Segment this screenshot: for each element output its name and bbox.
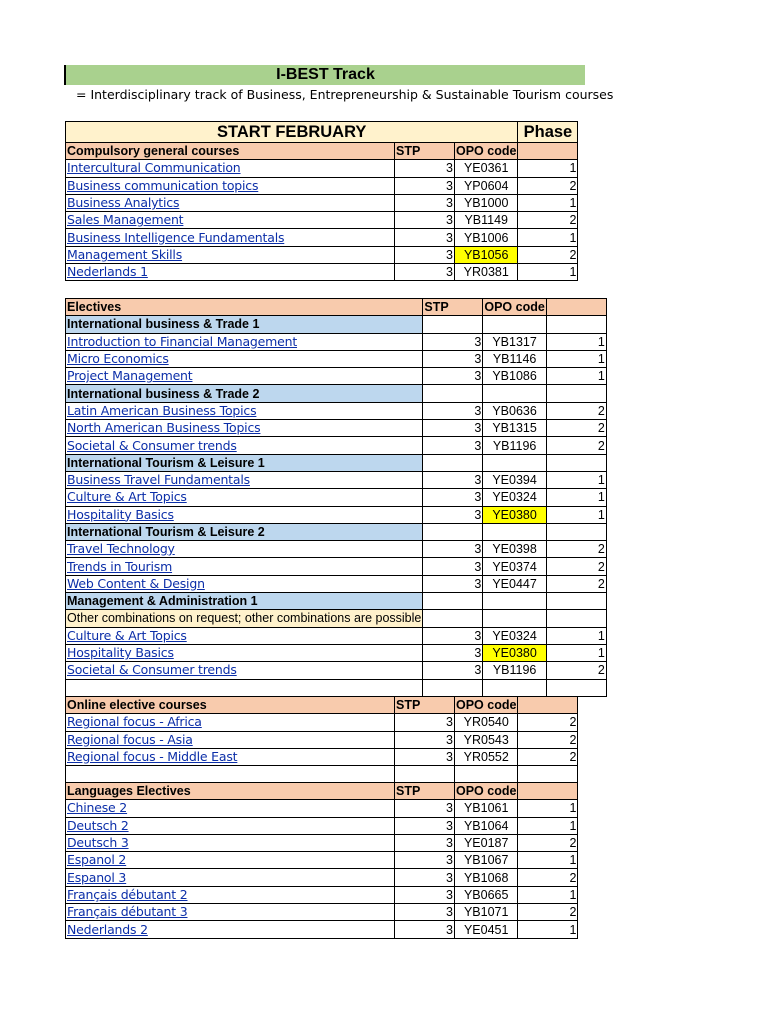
course-opo-code: YB1149 [455, 212, 518, 229]
course-row [66, 748, 578, 765]
course-name-cell [66, 333, 423, 350]
group-header-row [66, 523, 607, 540]
course-name-cell [66, 194, 395, 211]
course-phase: 1 [518, 264, 578, 281]
course-name-cell [66, 541, 423, 558]
empty-cell [546, 454, 606, 471]
section-header-phase [518, 783, 578, 800]
course-row [66, 834, 578, 851]
empty-cell [546, 610, 606, 627]
course-row [66, 886, 578, 903]
course-phase: 1 [546, 644, 606, 661]
course-opo-code: YE0187 [455, 834, 518, 851]
course-name-cell [66, 817, 395, 834]
course-name-cell [66, 558, 423, 575]
course-opo-code: YR0543 [455, 731, 518, 748]
course-name-cell [66, 264, 395, 281]
course-row [66, 350, 607, 367]
course-link[interactable]: Culture & Art Topics [67, 489, 187, 505]
course-opo-code: YB1086 [483, 368, 546, 385]
empty-cell [455, 766, 518, 783]
course-opo-code: YR0381 [455, 264, 518, 281]
course-opo-code: YB0665 [455, 886, 518, 903]
course-link[interactable]: Chinese 2 [67, 800, 128, 816]
course-link[interactable]: Culture & Art Topics [67, 627, 187, 643]
course-stp: 3 [423, 350, 483, 367]
empty-cell [423, 679, 483, 696]
course-stp: 3 [395, 886, 455, 903]
course-name-cell [66, 904, 395, 921]
section-header-phase [546, 299, 606, 316]
course-phase: 1 [518, 160, 578, 177]
course-stp: 3 [423, 627, 483, 644]
course-opo-code: YR0552 [455, 748, 518, 765]
course-name-cell [66, 420, 423, 437]
course-stp: 3 [395, 748, 455, 765]
empty-cell [66, 766, 395, 783]
group-name: Management & Administration 1 [66, 593, 423, 610]
track-title: I-BEST Track [64, 65, 585, 85]
group-header-row [66, 593, 607, 610]
course-opo-code: YB1000 [455, 194, 518, 211]
course-name-cell [66, 644, 423, 661]
course-opo-code: YB1006 [455, 229, 518, 246]
course-stp: 3 [395, 246, 455, 263]
empty-cell [518, 766, 578, 783]
section-header-stp: STP [423, 299, 483, 316]
group-name: International Tourism & Leisure 2 [66, 523, 423, 540]
course-stp: 3 [395, 229, 455, 246]
empty-cell [423, 454, 483, 471]
course-stp: 3 [423, 575, 483, 592]
course-stp: 3 [395, 800, 455, 817]
course-link[interactable]: Web Content & Design [67, 575, 205, 591]
course-link[interactable]: Hospitality Basics [67, 506, 174, 522]
course-link[interactable]: Nederlands 1 [67, 264, 148, 280]
section-header-opo: OPO code [456, 698, 517, 713]
course-row [66, 420, 607, 437]
course-link[interactable]: Sales Management [67, 212, 184, 228]
section-header-phase [518, 143, 578, 160]
course-opo-code: YE0361 [455, 160, 518, 177]
empty-cell [483, 593, 546, 610]
course-stp: 3 [395, 869, 455, 886]
course-stp: 3 [395, 834, 455, 851]
empty-cell [546, 385, 606, 402]
group-name: International Tourism & Leisure 1 [66, 454, 423, 471]
course-link[interactable]: Societal & Consumer trends [67, 437, 237, 453]
course-name-cell [66, 177, 395, 194]
course-phase: 1 [546, 471, 606, 488]
course-link[interactable]: Regional focus - Africa [67, 714, 202, 730]
start-february-table [65, 121, 578, 281]
course-opo-code: YP0604 [455, 177, 518, 194]
empty-cell [483, 454, 546, 471]
empty-cell [395, 766, 455, 783]
course-row [66, 541, 607, 558]
course-phase: 1 [518, 886, 578, 903]
section-header-phase [518, 697, 578, 714]
course-opo-code: YE0398 [483, 541, 546, 558]
course-stp: 3 [395, 852, 455, 869]
course-link[interactable]: Business Analytics [67, 195, 180, 211]
course-opo-code: YR0540 [455, 714, 518, 731]
course-name-cell [66, 869, 395, 886]
course-name-cell [66, 921, 395, 938]
course-stp: 3 [423, 368, 483, 385]
course-phase: 1 [518, 921, 578, 938]
course-link[interactable]: Nederlands 2 [67, 921, 148, 937]
course-stp: 3 [395, 817, 455, 834]
course-link[interactable]: Hospitality Basics [67, 645, 174, 661]
course-stp: 3 [423, 541, 483, 558]
course-opo-code: YB1061 [455, 800, 518, 817]
course-link[interactable]: North American Business Topics [67, 420, 261, 436]
section-header-name: Electives [66, 299, 423, 316]
section-header-name: Compulsory general courses [66, 143, 395, 160]
course-link[interactable]: Latin American Business Topics [67, 402, 257, 418]
course-row [66, 177, 578, 194]
course-name-cell [66, 350, 423, 367]
course-name-cell [66, 800, 395, 817]
course-phase: 1 [518, 852, 578, 869]
section-header-name: Online elective courses [66, 697, 395, 714]
course-phase: 2 [546, 402, 606, 419]
course-phase: 1 [546, 627, 606, 644]
course-stp: 3 [423, 437, 483, 454]
course-link[interactable]: Regional focus - Middle East [67, 749, 238, 765]
course-row [66, 246, 578, 263]
course-phase: 2 [518, 714, 578, 731]
course-opo-code: YB1071 [455, 904, 518, 921]
course-phase: 1 [546, 489, 606, 506]
course-name-cell [66, 437, 423, 454]
course-row [66, 160, 578, 177]
group-note: Other combinations on request; other combinations are possible [67, 611, 422, 626]
course-phase: 1 [546, 350, 606, 367]
course-link[interactable]: Regional focus - Asia [67, 731, 193, 747]
course-stp: 3 [395, 731, 455, 748]
group-header-row [66, 454, 607, 471]
course-link[interactable]: Project Management [67, 368, 193, 384]
course-row [66, 437, 607, 454]
course-stp: 3 [423, 506, 483, 523]
empty-cell [483, 316, 546, 333]
course-link[interactable]: Trends in Tourism [67, 558, 173, 574]
course-phase: 2 [518, 212, 578, 229]
course-name-cell [66, 748, 395, 765]
course-opo-code: YB1067 [455, 852, 518, 869]
course-name-cell [66, 402, 423, 419]
course-phase: 1 [518, 800, 578, 817]
section-header-opo: OPO code [484, 300, 545, 315]
course-link[interactable]: Business Travel Fundamentals [67, 472, 250, 488]
course-phase: 1 [518, 229, 578, 246]
course-phase: 2 [518, 246, 578, 263]
course-stp: 3 [395, 177, 455, 194]
course-row [66, 644, 607, 661]
course-opo-code: YB1196 [483, 662, 546, 679]
course-row [66, 212, 578, 229]
course-row [66, 264, 578, 281]
track-subtitle: = Interdisciplinary track of Business, Entrepreneurship & Sustainable Tourism courses [76, 87, 614, 102]
course-phase: 1 [546, 368, 606, 385]
course-row [66, 921, 578, 938]
course-opo-code: YB0636 [483, 402, 546, 419]
group-name: International business & Trade 1 [66, 316, 423, 333]
course-phase: 2 [546, 575, 606, 592]
course-stp: 3 [395, 160, 455, 177]
course-stp: 3 [423, 333, 483, 350]
section-header-stp: STP [395, 143, 455, 160]
electives-table [65, 298, 607, 697]
course-link[interactable]: Introduction to Financial Management [67, 333, 298, 349]
course-name-cell [66, 246, 395, 263]
course-opo-code: YE0394 [483, 471, 546, 488]
course-phase: 1 [546, 506, 606, 523]
course-opo-code: YB1146 [483, 350, 546, 367]
group-header-row [66, 316, 607, 333]
course-phase: 1 [518, 194, 578, 211]
course-stp: 3 [423, 402, 483, 419]
course-row [66, 662, 607, 679]
course-row [66, 333, 607, 350]
course-opo-code: YE0374 [483, 558, 546, 575]
course-row [66, 714, 578, 731]
empty-cell [423, 523, 483, 540]
course-row [66, 852, 578, 869]
blank-row [66, 679, 607, 696]
course-name-cell [66, 471, 423, 488]
course-name-cell [66, 627, 423, 644]
note-row [66, 610, 607, 627]
course-link[interactable]: Espanol 3 [67, 869, 127, 885]
course-row [66, 229, 578, 246]
course-opo-code: YB1196 [483, 437, 546, 454]
course-stp: 3 [423, 489, 483, 506]
empty-cell [423, 593, 483, 610]
course-opo-code: YE0380 [483, 506, 546, 523]
empty-cell [483, 523, 546, 540]
course-link[interactable]: Management Skills [67, 246, 183, 262]
course-opo-code: YB1068 [455, 869, 518, 886]
course-link[interactable]: Français débutant 3 [67, 904, 188, 920]
section-header-stp: STP [395, 783, 455, 800]
course-link[interactable]: Français débutant 2 [67, 886, 188, 902]
empty-cell [546, 316, 606, 333]
course-name-cell [66, 731, 395, 748]
course-name-cell [66, 714, 395, 731]
course-row [66, 402, 607, 419]
course-stp: 3 [423, 471, 483, 488]
course-name-cell [66, 575, 423, 592]
empty-cell [423, 610, 483, 627]
course-name-cell [66, 160, 395, 177]
course-name-cell [66, 662, 423, 679]
course-phase: 2 [546, 437, 606, 454]
course-phase: 2 [518, 869, 578, 886]
course-row [66, 471, 607, 488]
start-heading: START FEBRUARY [66, 122, 518, 143]
course-link[interactable]: Intercultural Communication [67, 160, 241, 176]
course-name-cell [66, 368, 423, 385]
empty-cell [483, 679, 546, 696]
course-link[interactable]: Deutsch 2 [67, 817, 129, 833]
course-name-cell [66, 886, 395, 903]
course-link[interactable]: Societal & Consumer trends [67, 662, 237, 678]
course-link[interactable]: Espanol 2 [67, 852, 127, 868]
course-stp: 3 [395, 921, 455, 938]
section-header-opo: OPO code [456, 784, 517, 799]
course-row [66, 506, 607, 523]
course-row [66, 800, 578, 817]
empty-cell [546, 679, 606, 696]
course-row [66, 575, 607, 592]
course-phase: 2 [518, 731, 578, 748]
empty-cell [66, 679, 423, 696]
course-row [66, 489, 607, 506]
course-opo-code: YE0451 [455, 921, 518, 938]
course-phase: 2 [518, 177, 578, 194]
course-link[interactable]: Business communication topics [67, 177, 259, 193]
course-link[interactable]: Travel Technology [67, 541, 175, 557]
section-header-opo: OPO code [456, 144, 517, 159]
course-opo-code: YE0380 [483, 644, 546, 661]
course-stp: 3 [395, 264, 455, 281]
course-row [66, 869, 578, 886]
course-row [66, 817, 578, 834]
course-link[interactable]: Business Intelligence Fundamentals [67, 229, 285, 245]
course-stp: 3 [423, 420, 483, 437]
course-opo-code: YB1315 [483, 420, 546, 437]
course-name-cell [66, 489, 423, 506]
course-stp: 3 [395, 714, 455, 731]
course-name-cell [66, 212, 395, 229]
empty-cell [423, 316, 483, 333]
course-name-cell [66, 834, 395, 851]
phase-heading: Phase [518, 122, 578, 143]
course-row [66, 194, 578, 211]
course-stp: 3 [423, 644, 483, 661]
empty-cell [546, 523, 606, 540]
course-link[interactable]: Micro Economics [67, 351, 169, 367]
course-stp: 3 [395, 194, 455, 211]
course-opo-code: YE0324 [483, 627, 546, 644]
online-electives-table [65, 696, 578, 783]
course-phase: 2 [546, 541, 606, 558]
course-link[interactable]: Deutsch 3 [67, 835, 129, 851]
course-name-cell [66, 506, 423, 523]
section-header-stp: STP [395, 697, 455, 714]
course-opo-code: YE0447 [483, 575, 546, 592]
empty-cell [423, 385, 483, 402]
course-opo-code: YE0324 [483, 489, 546, 506]
course-phase: 2 [546, 420, 606, 437]
empty-cell [483, 385, 546, 402]
course-row [66, 904, 578, 921]
course-opo-code: YB1064 [455, 817, 518, 834]
course-stp: 3 [423, 558, 483, 575]
course-phase: 2 [518, 834, 578, 851]
group-name: International business & Trade 2 [66, 385, 423, 402]
course-phase: 2 [546, 558, 606, 575]
course-opo-code: YB1317 [483, 333, 546, 350]
course-stp: 3 [423, 662, 483, 679]
languages-electives-table [65, 782, 578, 939]
course-stp: 3 [395, 904, 455, 921]
course-phase: 2 [518, 748, 578, 765]
course-row [66, 558, 607, 575]
empty-cell [483, 610, 546, 627]
course-phase: 2 [546, 662, 606, 679]
course-phase: 1 [518, 817, 578, 834]
group-header-row [66, 385, 607, 402]
course-row [66, 627, 607, 644]
course-row [66, 368, 607, 385]
course-name-cell [66, 229, 395, 246]
course-phase: 2 [518, 904, 578, 921]
course-name-cell [66, 852, 395, 869]
course-opo-code: YB1056 [455, 246, 518, 263]
empty-cell [546, 593, 606, 610]
blank-row [66, 766, 578, 783]
course-row [66, 731, 578, 748]
course-stp: 3 [395, 212, 455, 229]
course-phase: 1 [546, 333, 606, 350]
section-header-name: Languages Electives [66, 783, 395, 800]
